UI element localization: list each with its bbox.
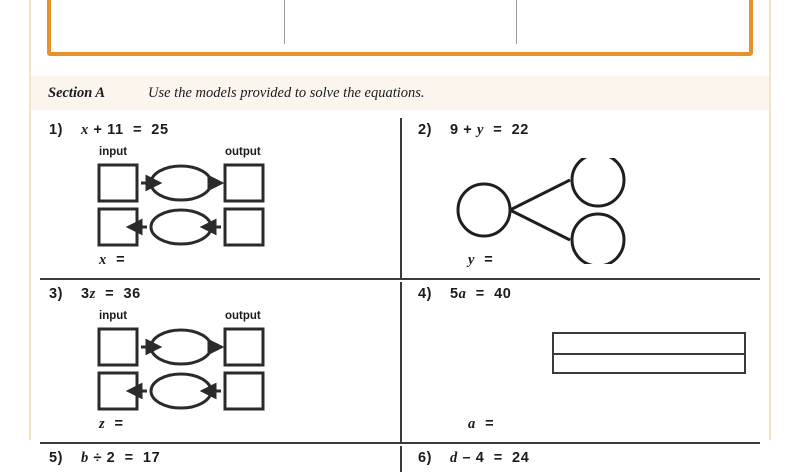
worked-example-lines [123,0,212,40]
problem-equation: d – 4 = 24 [450,450,530,466]
worked-example-lines [588,0,678,40]
problem-cell-4 [400,278,769,442]
bar-segment [554,334,744,353]
bar-segment [554,353,744,372]
problem-number: 1) [49,122,64,138]
problem-heading [31,450,400,467]
problem-heading [31,122,400,139]
worked-example-lines [355,0,445,40]
part-whole-circles-svg [448,158,648,264]
page-margin-rule-right [769,0,771,440]
function-machine-diagram [91,146,291,254]
worked-examples-box [47,0,753,56]
section-label: Section A [48,84,106,101]
worked-example-column-2 [284,0,517,52]
problem-number: 4) [418,286,433,302]
answer-prompt[interactable]: x = [99,252,126,268]
input-label: input [99,146,128,158]
problem-equation: b ÷ 2 = 17 [81,450,161,466]
answer-prompt[interactable]: y = [468,252,494,268]
model-function-machine [31,308,400,416]
model-function-machine [31,144,400,252]
function-machine-svg [91,161,291,249]
problem-number: 3) [49,286,64,302]
problem-heading [400,450,769,467]
problem-equation: 5a = 40 [450,286,512,302]
function-machine-labels [91,146,291,161]
problems-grid [31,114,769,466]
problem-cell-3 [31,278,400,442]
bar-model-diagram [552,332,746,374]
section-instruction: Use the models provided to solve the equations. [148,84,425,101]
problem-number: 6) [418,450,433,466]
answer-prompt[interactable]: a = [468,416,495,432]
worked-example-column-3 [516,0,749,52]
problem-number: 5) [49,450,64,466]
problem-heading [31,286,400,303]
problem-cell-6 [400,442,769,472]
problem-equation: 9 + y = 22 [450,122,529,138]
problem-equation: x + 11 = 25 [81,122,169,138]
problem-row-2 [31,278,769,442]
output-label: output [225,310,261,322]
model-part-whole-circles [400,144,769,252]
problem-cell-5 [31,442,400,472]
problem-row-1 [31,114,769,278]
problem-cell-2 [400,114,769,278]
model-bar [400,308,769,416]
problem-heading [400,286,769,303]
answer-prompt[interactable]: z = [99,416,124,432]
problem-cell-1 [31,114,400,278]
output-label: output [225,146,261,158]
problem-number: 2) [418,122,433,138]
problem-row-3 [31,442,769,472]
problem-equation: 3z = 36 [81,286,141,302]
function-machine-svg [91,325,291,413]
problem-heading [400,122,769,139]
section-header-band [31,76,769,110]
function-machine-diagram [91,310,291,418]
input-label: input [99,310,128,322]
worked-example-column-1 [51,0,284,52]
function-machine-labels [91,310,291,325]
